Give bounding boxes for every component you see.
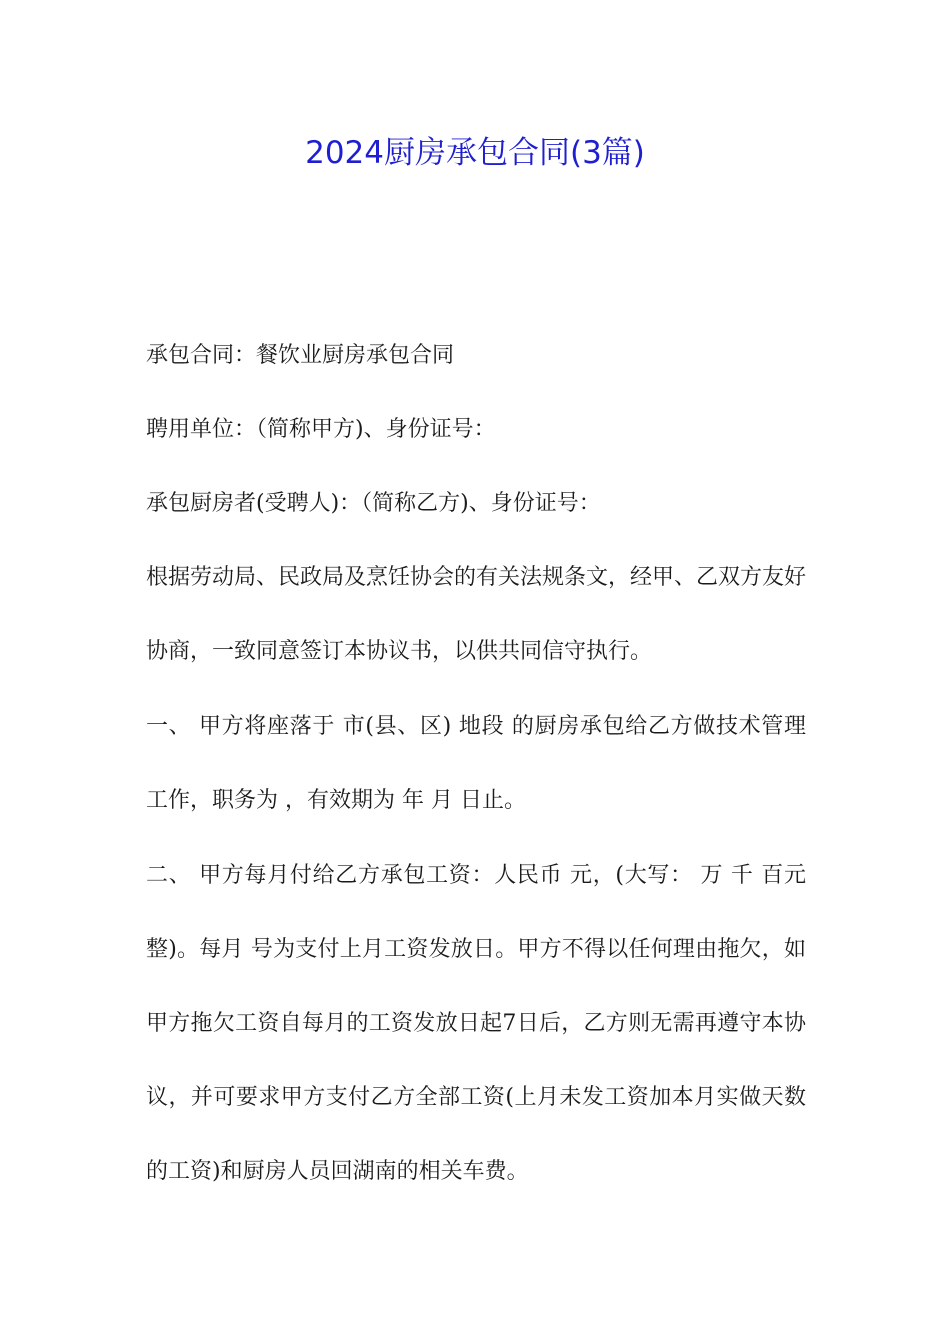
document-body	[146, 337, 806, 1228]
paragraph-contractor: 承包厨房者(受聘人)：（简称乙方)、身份证号：	[146, 491, 601, 516]
document-title: 2024厨房承包合同(3篇)	[305, 135, 645, 171]
paragraph-clause-one: 一、 甲方将座落于 市(县、区) 地段 的厨房承包给乙方做技术管理工作，职务为 ，有效期为 年 月 日止。	[146, 714, 806, 813]
paragraph-employer: 聘用单位：（简称甲方)、身份证号：	[146, 417, 496, 442]
paragraph-contract-name: 承包合同：餐饮业厨房承包合同	[146, 343, 455, 368]
paragraph-preamble: 根据劳动局、民政局及烹饪协会的有关法规条文，经甲、乙双方友好协商，一致同意签订本协议书，以供共同信守执行。	[146, 565, 807, 664]
paragraph-clause-two: 二、 甲方每月付给乙方承包工资：人民币 元，(大写： 万 千 百元整)。每月 号为支付上月工资发放日。甲方不得以任何理由拖欠，如甲方拖欠工资自每月的工资发放日起7日后，乙方则无需再遵守本协议，并可要求甲方支付乙方全部工资(上月未发工资加本月实做天数的工资)和厨房人员回湖南的相关车费。	[146, 863, 806, 1184]
